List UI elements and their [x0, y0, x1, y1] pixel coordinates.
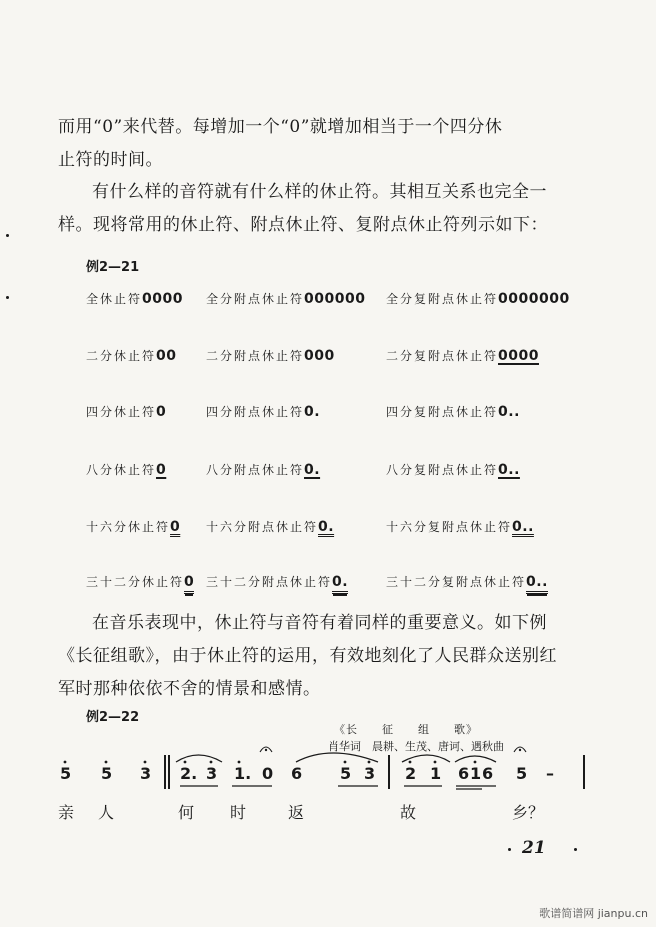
note: 5 [340, 764, 352, 783]
lyric: 何 [178, 803, 195, 822]
lyric: 时 [230, 803, 247, 822]
text-line: 而用“0”来代替。每增加一个“0”就增加相当于一个四分休 [58, 117, 503, 137]
note: 0 [262, 764, 274, 783]
lyric: 乡？ [512, 803, 545, 822]
rest-item: 三十二分附点休止符0. [206, 573, 348, 590]
scan-speck [6, 296, 9, 299]
rest-item: 二分休止符00 [86, 348, 177, 364]
text-line: 在音乐表现中，休止符与音符有着同样的重要意义。如下例 [92, 613, 547, 633]
song-credits: 肖华词 晨耕、生茂、唐诃、遇秋曲 [328, 740, 504, 753]
rest-item: 十六分复附点休止符0.. [386, 519, 534, 535]
note: 5 [101, 764, 113, 783]
note: 3 [140, 764, 152, 783]
rest-item: 全分复附点休止符0000000 [386, 291, 570, 307]
rest-item: 八分附点休止符0. [206, 462, 321, 478]
decorative-dot [574, 848, 577, 851]
lyric: 故 [400, 803, 417, 822]
note: 1 [470, 764, 482, 783]
rest-item: 全休止符0000 [86, 291, 183, 307]
lyric: 人 [98, 803, 115, 822]
example-label: 例2—22 [86, 710, 140, 725]
text-line: 《长征组歌》，由于休止符的运用，有效地刻化了人民群众送别红 [58, 646, 557, 666]
note: 6 [482, 764, 494, 783]
decorative-dot [508, 848, 511, 851]
note: 1. [234, 764, 252, 783]
example-label: 例2—21 [86, 260, 140, 275]
note: 6 [458, 764, 470, 783]
rest-item: 十六分附点休止符0. [206, 519, 335, 535]
text-line: 止符的时间。 [58, 150, 163, 170]
watermark: 歌谱简谱网 jianpu.cn [539, 907, 648, 920]
text-line: 样。现将常用的休止符、附点休止符、复附点休止符列示如下： [58, 215, 548, 235]
note: 6 [291, 764, 303, 783]
rest-item: 四分复附点休止符0.. [386, 404, 520, 420]
rest-item: 四分附点休止符0. [206, 404, 321, 420]
rest-item: 四分休止符0 [86, 404, 167, 420]
note: 5 [516, 764, 528, 783]
lyric: 返 [288, 803, 305, 822]
rest-item: 三十二分复附点休止符0.. [386, 573, 548, 590]
rest-item: 三十二分休止符0 [86, 573, 194, 590]
note: 2. [180, 764, 198, 783]
scan-speck [6, 234, 9, 237]
note: – [546, 764, 554, 783]
rest-item: 二分复附点休止符0000 [386, 348, 539, 364]
note: 2 [405, 764, 417, 783]
text-line: 军时那种依依不舍的情景和感情。 [58, 679, 321, 699]
rest-item: 十六分休止符0 [86, 519, 181, 535]
page-number: 21 [522, 838, 546, 858]
note: 3 [206, 764, 218, 783]
text-line: 有什么样的音符就有什么样的休止符。其相互关系也完全一 [92, 182, 547, 202]
note: 5 [60, 764, 72, 783]
note: 3 [364, 764, 376, 783]
rest-item: 八分复附点休止符0.. [386, 462, 520, 478]
rest-item: 全分附点休止符000000 [206, 291, 366, 307]
lyric: 亲 [58, 803, 75, 822]
rest-item: 二分附点休止符000 [206, 348, 335, 364]
rest-item: 八分休止符0 [86, 462, 167, 478]
song-title: 《长 征 组 歌》 [334, 723, 478, 736]
note: 1 [430, 764, 442, 783]
